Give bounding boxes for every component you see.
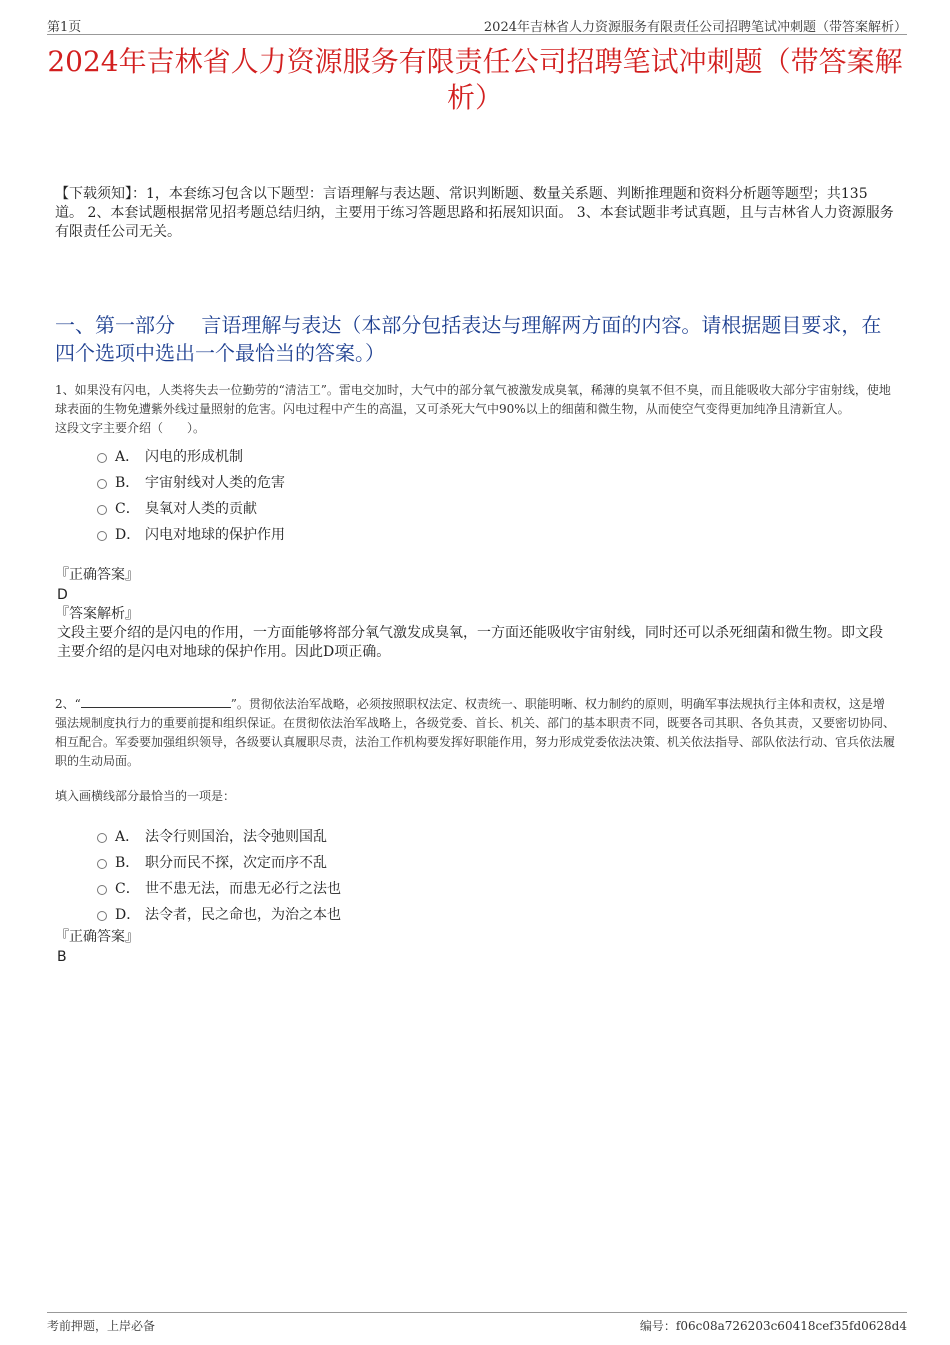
option-letter: B． — [115, 855, 140, 871]
question-1 — [55, 381, 895, 662]
page-number: 第1页 — [47, 20, 82, 35]
section-title: 一、第一部分 言语理解与表达（本部分包括表达与理解两方面的内容。请根据题目要求，在四个选项中选出一个最恰当的答案。） — [55, 313, 882, 365]
answer-label: 『正确答案』 — [55, 567, 139, 583]
page-header — [47, 14, 907, 35]
download-notice: 【下载须知】：1，本套练习包含以下题型：言语理解与表达题、常识判断题、数量关系题、判断推理题和资料分析题等题型；共135道。 2、本套试题根据常见招考题总结归纳，主要用于练习答题思路和拓展知识面。 3、本套试题非考试真题，且与吉林省人力资源服务有限责任公司无关。 — [55, 186, 894, 240]
option-text: 闪电对地球的保护作用 — [145, 527, 285, 543]
answer-value: B — [57, 949, 67, 965]
question-2-text — [55, 695, 895, 771]
option-b[interactable] — [55, 470, 895, 496]
question-2-prefix: 2、“ — [55, 697, 81, 711]
option-letter: D． — [115, 907, 141, 923]
fill-blank — [81, 695, 231, 708]
radio-button[interactable] — [97, 479, 107, 489]
option-letter: C． — [115, 881, 140, 897]
radio-button[interactable] — [97, 859, 107, 869]
analysis-label: 『答案解析』 — [55, 606, 139, 622]
footer-slogan: 考前押题，上岸必备 — [47, 1319, 156, 1333]
option-text: 宇宙射线对人类的危害 — [145, 475, 285, 491]
radio-button[interactable] — [97, 531, 107, 541]
option-letter: D． — [115, 527, 141, 543]
option-text: 臭氧对人类的贡献 — [145, 501, 257, 517]
option-letter: A． — [115, 449, 140, 465]
option-c[interactable] — [55, 876, 895, 902]
radio-button[interactable] — [97, 453, 107, 463]
option-text: 法令行则国治，法令弛则国乱 — [145, 829, 327, 845]
question-2-options — [55, 824, 895, 928]
header-title: 2024年吉林省人力资源服务有限责任公司招聘笔试冲刺题（带答案解析） — [483, 20, 907, 35]
page-footer — [47, 1312, 907, 1337]
radio-button[interactable] — [97, 911, 107, 921]
option-c[interactable] — [55, 496, 895, 522]
option-letter: A． — [115, 829, 140, 845]
document-title: 2024年吉林省人力资源服务有限责任公司招聘笔试冲刺题（带答案解析） — [47, 45, 903, 114]
answer-value: D — [57, 587, 68, 603]
option-b[interactable] — [55, 850, 895, 876]
option-text: 世不患无法，而患无必行之法也 — [145, 881, 341, 897]
question-2-body: ”。贯彻依法治军战略，必须按照职权法定、权责统一、职能明晰、权力制约的原则，明确军事法规执行主体和责权，这是增强法规制度执行力的重要前提和组织保证。在贯彻依法治军战略上，各级党委、首长、机关、部门的基本职责不同，既要各司其职、各负其责，又要密切协同、相互配合。军委要加强组织领导，各级要认真履职尽责，法治工作机构要发挥好职能作用，努力形成党委依法决策、机关依法指导、部队依法行动、官兵依法履职的生动局面。 — [55, 697, 896, 768]
option-text: 闪电的形成机制 — [145, 449, 243, 465]
option-a[interactable] — [55, 444, 895, 470]
option-text: 法令者，民之命也，为治之本也 — [145, 907, 341, 923]
question-1-prompt: 这段文字主要介绍（ ）。 — [55, 421, 206, 435]
option-d[interactable] — [55, 902, 895, 928]
question-1-text: 1、如果没有闪电，人类将失去一位勤劳的“清洁工”。雷电交加时，大气中的部分氧气被激发成臭氧，稀薄的臭氧不但不臭，而且能吸收大部分宇宙射线，使地球表面的生物免遭紫外线过量照射的危害。闪电过程中产生的高温，又可杀死大气中90%以上的细菌和微生物，从而使空气变得更加纯净且清新宜人。 — [55, 383, 891, 416]
option-text: 职分而民不探，次定而序不乱 — [145, 855, 327, 871]
footer-serial: 编号：f06c08a726203c60418cef35fd0628d4 — [639, 1319, 907, 1333]
option-letter: B． — [115, 475, 140, 491]
option-a[interactable] — [55, 824, 895, 850]
radio-button[interactable] — [97, 885, 107, 895]
option-letter: C． — [115, 501, 140, 517]
question-2 — [55, 695, 895, 967]
option-d[interactable] — [55, 522, 895, 548]
radio-button[interactable] — [97, 833, 107, 843]
answer-label: 『正确答案』 — [55, 929, 139, 945]
analysis-text: 文段主要介绍的是闪电的作用，一方面能够将部分氧气激发成臭氧，一方面还能吸收宇宙射线，同时还可以杀死细菌和微生物。即文段主要介绍的是闪电对地球的保护作用。因此D项正确。 — [57, 625, 883, 660]
question-1-options — [55, 444, 895, 548]
question-2-prompt: 填入画横线部分最恰当的一项是： — [55, 789, 236, 803]
radio-button[interactable] — [97, 505, 107, 515]
